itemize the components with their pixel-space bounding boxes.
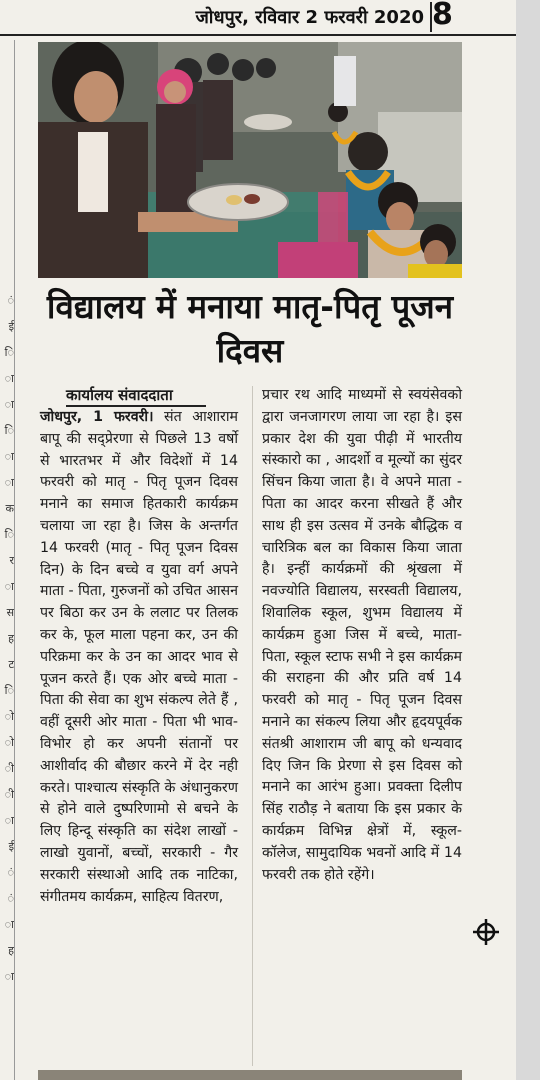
article-column-1 (40, 385, 238, 908)
adjacent-column-fragments (0, 40, 15, 1080)
adjacent-column-fragment: ा (4, 918, 14, 931)
adjacent-column-fragment: ी (4, 788, 14, 801)
article-dateline: जोधपुर, 1 फरवरी। (40, 409, 154, 425)
adjacent-column-fragment: ा (4, 476, 14, 489)
adjacent-column-fragment: स (6, 606, 14, 619)
adjacent-column-fragment: र (9, 554, 14, 567)
adjacent-column-fragment: ं (7, 866, 14, 879)
next-photo-strip (38, 1070, 462, 1080)
adjacent-column-fragment: ई (8, 320, 14, 333)
adjacent-column-fragment: ं (7, 892, 14, 905)
article-column-2 (262, 385, 462, 886)
column-2-body: प्रचार रथ आदि माध्यमों से स्वयंसेवको द्वारा जनजागरण लाया जा रहा है। इस प्रकार देश की युवा पीढ़ी में भारतीय संस्कारो का , आदर्शो व मूल्यों का सुंदर सिंचन किया जाता है। वे अपने माता - पिता का आदर करना सीखते हैं और साथ ही इस उत्सव में उनके बौद्धिक व चारित्रिक बल का विकास किया जाता है। इन्हीं कार्यक्रमों की श्रृंखला में नवज्योति विद्यालय, सरस्वती विद्यालय, शिवालिक स्कूल, शुभम विद्यालय में कार्यक्रम हुआ जिस में बच्चे, माता-पिता, स्कूल स्टाफ सभी ने इस कार्यक्रम की सराहना की और प्रति वर्ष 14 फरवरी को मातृ - पितृ पूजन दिवस मनाने का संकल्प लिया और हृदयपूर्वक संतश्री आशाराम जी बापू को धन्यवाद दिए जिन कि प्रेरणा से इस दिवस को मनाने का आरंभ हुआ। प्रवक्ता दिलीप सिंह राठौड़ ने बताया कि इस प्रकार के कार्यक्रम विभिन्न क्षेत्रों में, स्कूल- कॉलेज, सामुदायिक भवनों आदि में 14 फरवरी तक होते रहेंगे। (262, 387, 462, 883)
crosshair-target-icon[interactable] (472, 918, 500, 946)
adjacent-column-fragment: ट (8, 658, 14, 671)
news-photo (38, 42, 462, 278)
adjacent-column-fragment: ि (4, 528, 14, 541)
adjacent-column-fragment: ि (4, 346, 14, 359)
adjacent-column-fragment: ा (4, 450, 14, 463)
adjacent-column-fragment: ी (4, 762, 14, 775)
adjacent-column-fragment: ि (4, 684, 14, 697)
column-1-body: संत आशाराम बापू की सद्‌प्रेरणा से पिछले 13 वर्षो से भारतभर में और विदेशों में 14 फरवरी को मातृ - पितृ पूजन दिवस मनाने का समाज हितकारी कार्यक्रम चलाया जा रहा है। जिस के अन्तर्गत 14 फरवरी (मातृ - पितृ पूजन दिवस दिन) के दिन बच्चे व युवा वर्ग अपने माता - पिता, गुरुजनों को उचित आसन पर बिठा कर उन के ललाट पर तिलक कर के, फूल माला पहना कर, उन की परिक्रमा कर के उन का आदर भाव से पूजन करते हैं। एक ओर बच्चे माता - पिता की सेवा का शुभ संकल्प लेते हैं , वहीं दूसरी ओर माता - पिता भी भाव-विभोर हो कर अपनी संतानों पर आशीर्वाद की बौछार करने में देर नही करते। पाश्चात्य संस्कृति के अंधानुकरण से होने वाले दुष्परिणामो से बचने के लिए हिन्दू संस्कृति का संदेश लाखों - लाखो युवानों, बच्चों, सरकारी - गैर सरकारी संस्थाओ आदि तक नाटिका, संगीतमय कार्यक्रम, साहित्य वितरण, (40, 409, 238, 905)
adjacent-column-fragment: ं (7, 294, 14, 307)
adjacent-column-fragment: ई (8, 840, 14, 853)
column-rule (252, 386, 253, 1066)
adjacent-column-fragment: ह (8, 944, 14, 957)
adjacent-column-fragment: ह (8, 632, 14, 645)
adjacent-column-fragment: ा (4, 580, 14, 593)
adjacent-column-fragment: क (5, 502, 14, 515)
adjacent-column-fragment: ा (4, 814, 14, 827)
page-header (0, 0, 516, 36)
adjacent-column-fragment: ा (4, 398, 14, 411)
adjacent-column-fragment: ा (4, 372, 14, 385)
page-number: 8 (432, 0, 453, 32)
article-headline: विद्यालय में मनाया मातृ-पितृ पूजन दिवस (46, 287, 454, 370)
adjacent-column-fragment: ो (4, 710, 14, 723)
scroll-margin (516, 0, 540, 1080)
adjacent-column-fragment: ि (4, 424, 14, 437)
byline: कार्यालय संवाददाता (66, 385, 206, 407)
adjacent-column-fragment: ो (4, 736, 14, 749)
adjacent-column-fragment: ा (4, 970, 14, 983)
header-dateline: जोधपुर, रविवार 2 फरवरी 2020 (195, 7, 424, 28)
worship-ceremony-photo (38, 42, 462, 278)
